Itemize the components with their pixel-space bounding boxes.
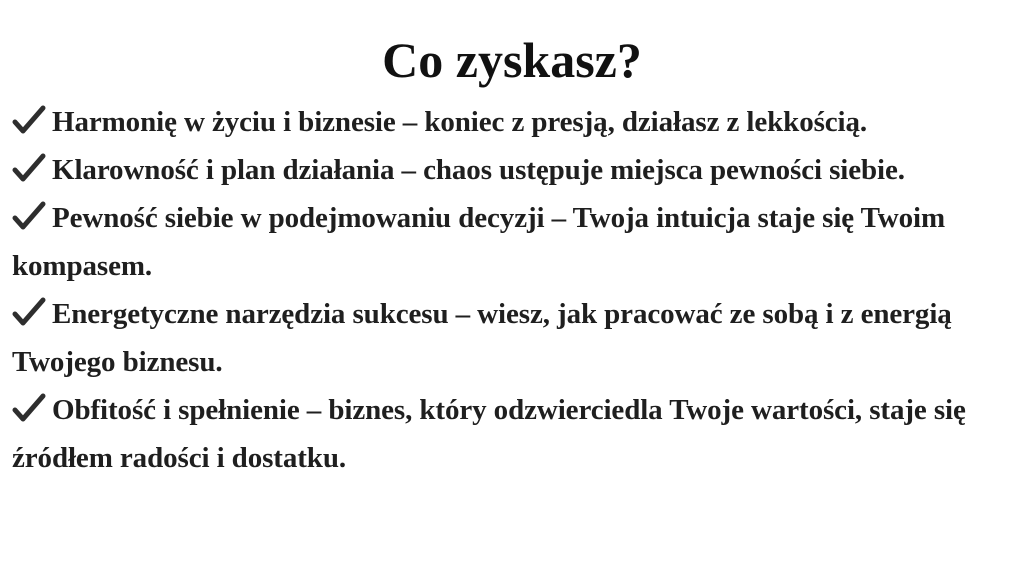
- benefits-list: [12, 98, 1017, 482]
- check-mark-icon: [12, 393, 46, 423]
- check-mark-icon: [12, 153, 46, 183]
- check-mark-icon: [12, 297, 46, 327]
- benefit-item: [12, 146, 1017, 194]
- benefit-item: [12, 194, 1017, 290]
- benefit-text: Obfitość i spełnienie – biznes, który odzwierciedla Twoje wartości, staje się źródłem radości i dostatku.: [12, 394, 966, 474]
- benefit-item: [12, 386, 1017, 482]
- benefit-text: Klarowność i plan działania – chaos ustępuje miejsca pewności siebie.: [52, 154, 905, 186]
- slide-title: Co zyskasz?: [382, 32, 642, 88]
- benefit-text: Harmonię w życiu i biznesie – koniec z presją, działasz z lekkością.: [52, 106, 868, 138]
- check-mark-icon: [12, 201, 46, 231]
- benefit-item: [12, 98, 1017, 146]
- check-mark-icon: [12, 105, 46, 135]
- benefit-text: Energetyczne narzędzia sukcesu – wiesz, jak pracować ze sobą i z energią Twojego biznesu.: [12, 298, 952, 378]
- benefit-item: [12, 290, 1017, 386]
- benefit-text: Pewność siebie w podejmowaniu decyzji – Twoja intuicja staje się Twoim kompasem.: [12, 202, 946, 282]
